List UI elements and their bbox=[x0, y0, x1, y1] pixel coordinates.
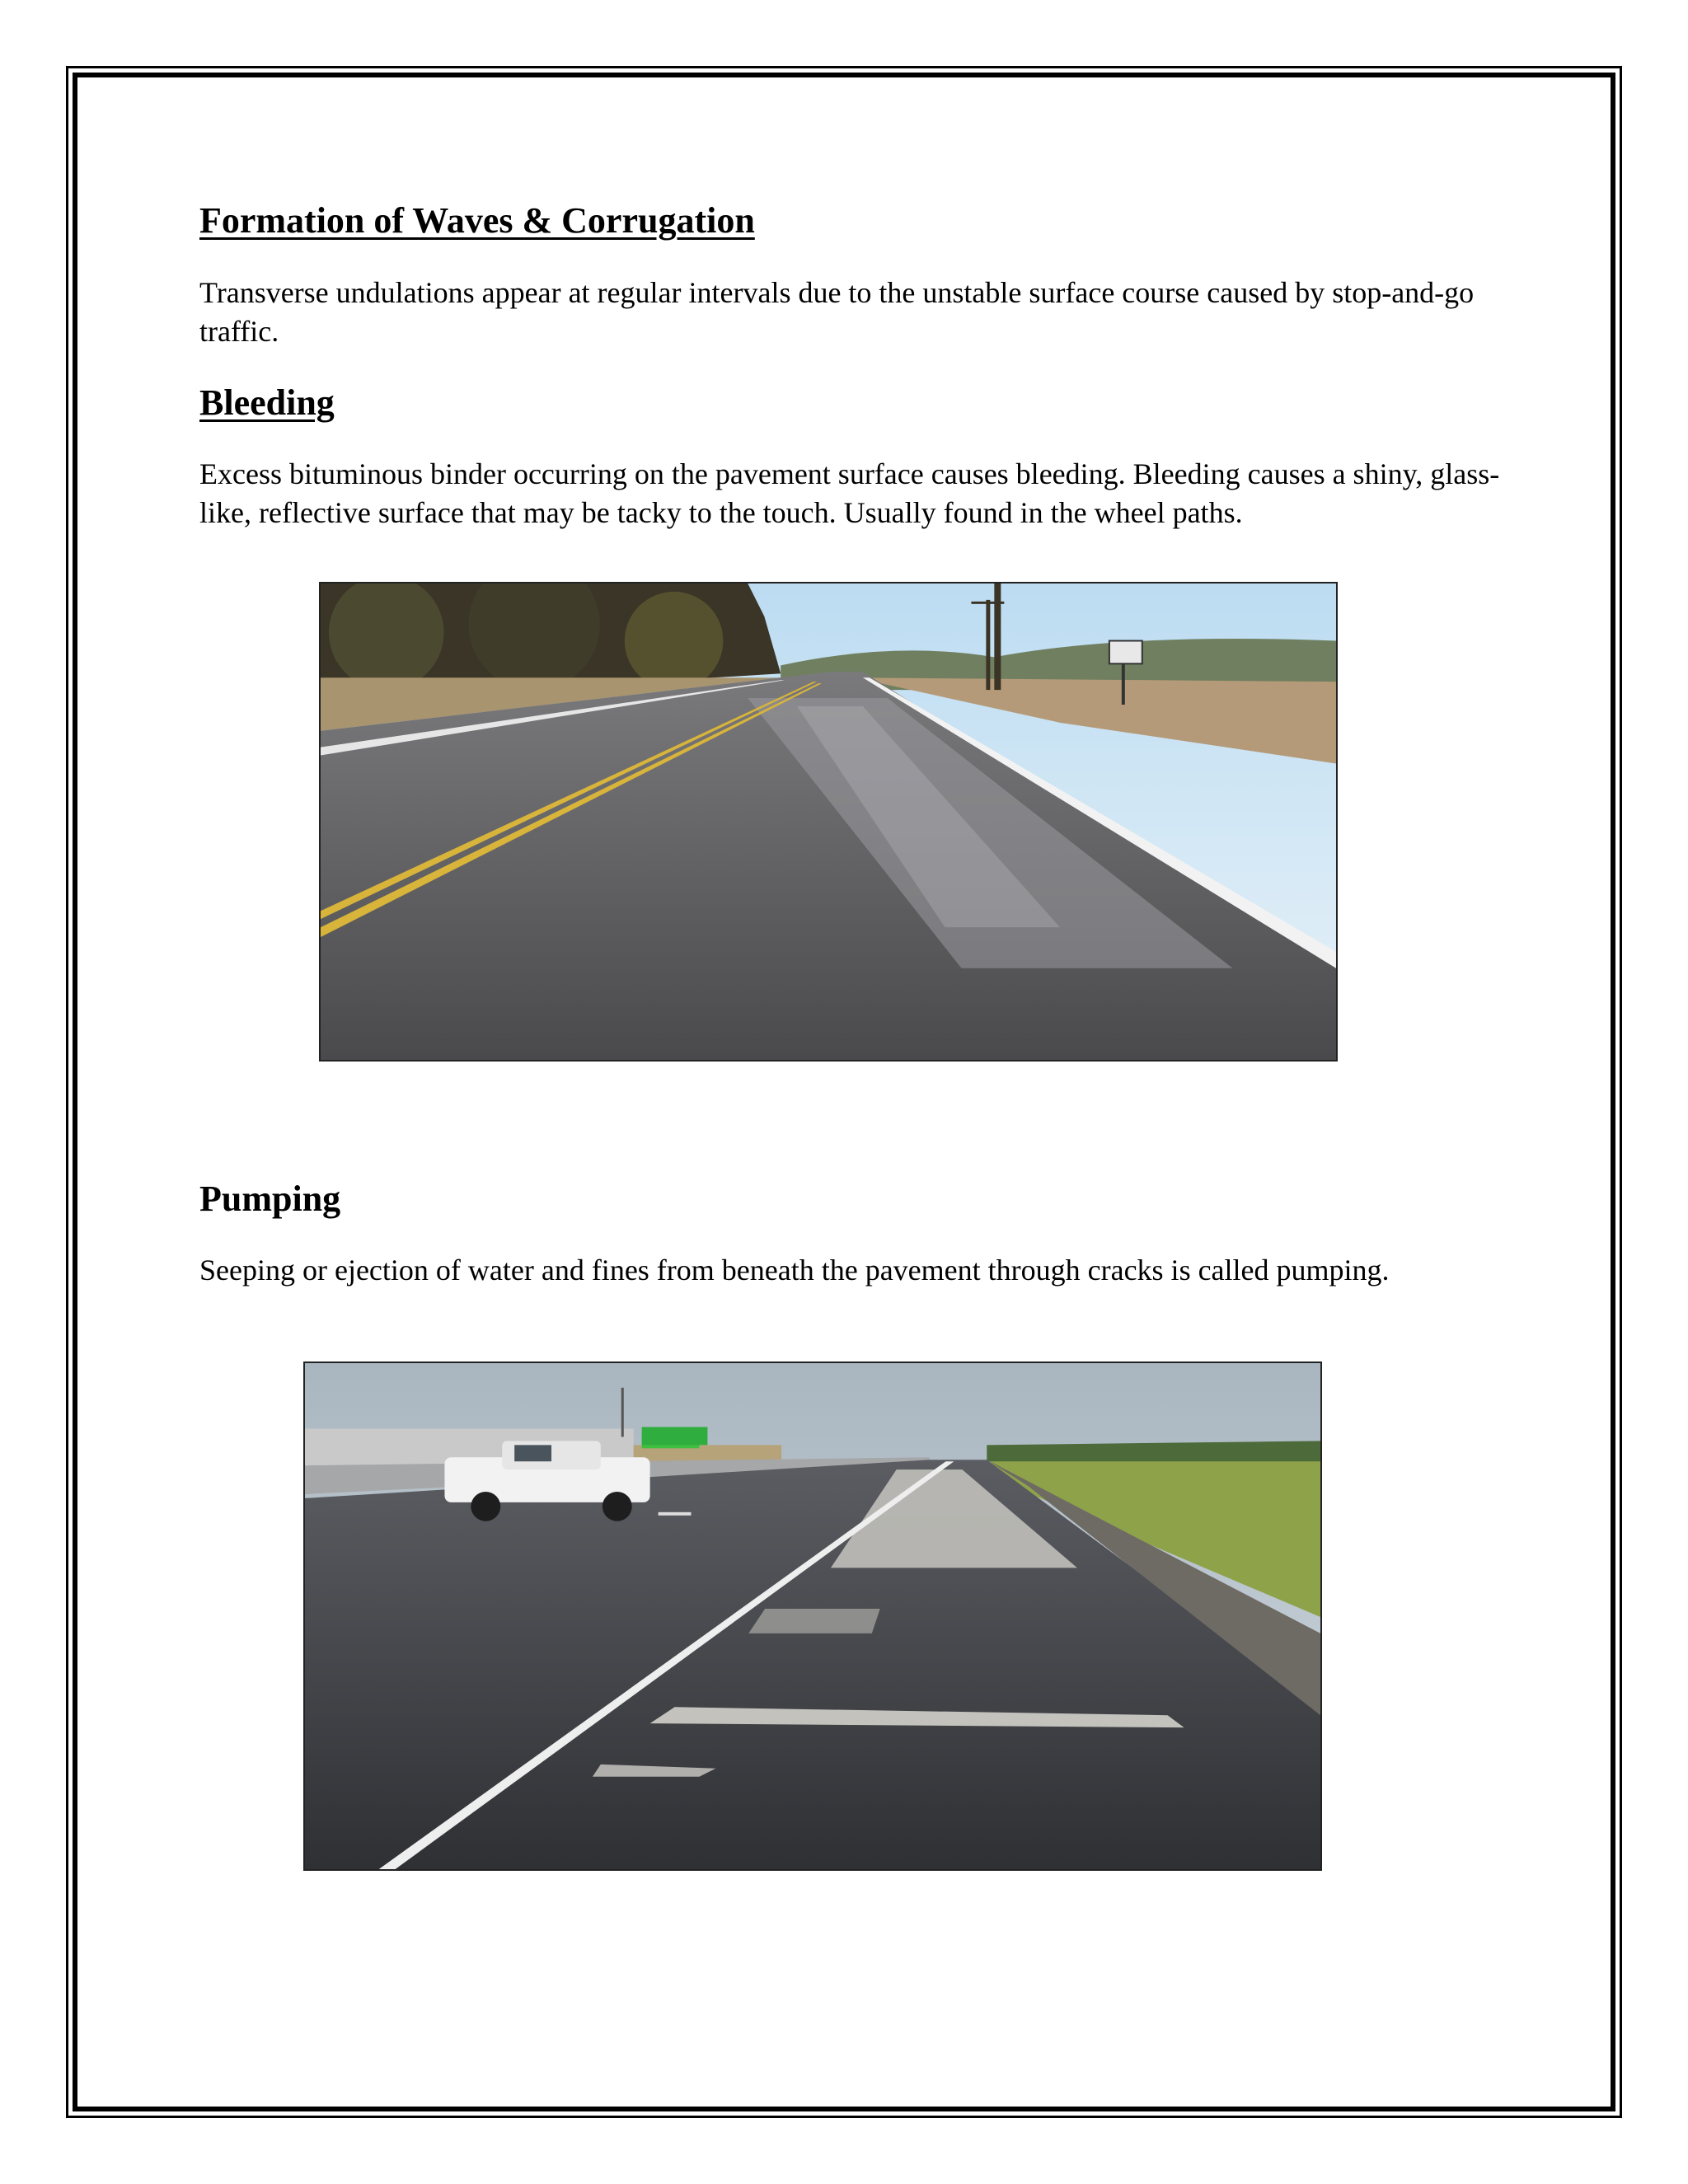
paragraph-pumping: Seeping or ejection of water and fines from beneath the pavement through cracks is called pumping. bbox=[199, 1254, 1390, 1286]
paragraph-bleeding: Excess bituminous binder occurring on the pavement surface causes bleeding. Bleeding causes a shiny, glass-like, reflective surface that may be tacky to the touch. Usually found in the wheel paths. bbox=[199, 457, 1500, 529]
bleeding-road-photo bbox=[319, 582, 1338, 1062]
heading-bleeding: Bleeding bbox=[199, 382, 335, 423]
heading-waves-corrugation: Formation of Waves & Corrugation bbox=[199, 200, 755, 241]
paragraph-waves-corrugation: Transverse undulations appear at regular intervals due to the unstable surface course caused by stop-and-go traffic. bbox=[199, 276, 1475, 348]
pumping-road-photo bbox=[303, 1361, 1322, 1871]
heading-pumping: Pumping bbox=[199, 1179, 341, 1219]
